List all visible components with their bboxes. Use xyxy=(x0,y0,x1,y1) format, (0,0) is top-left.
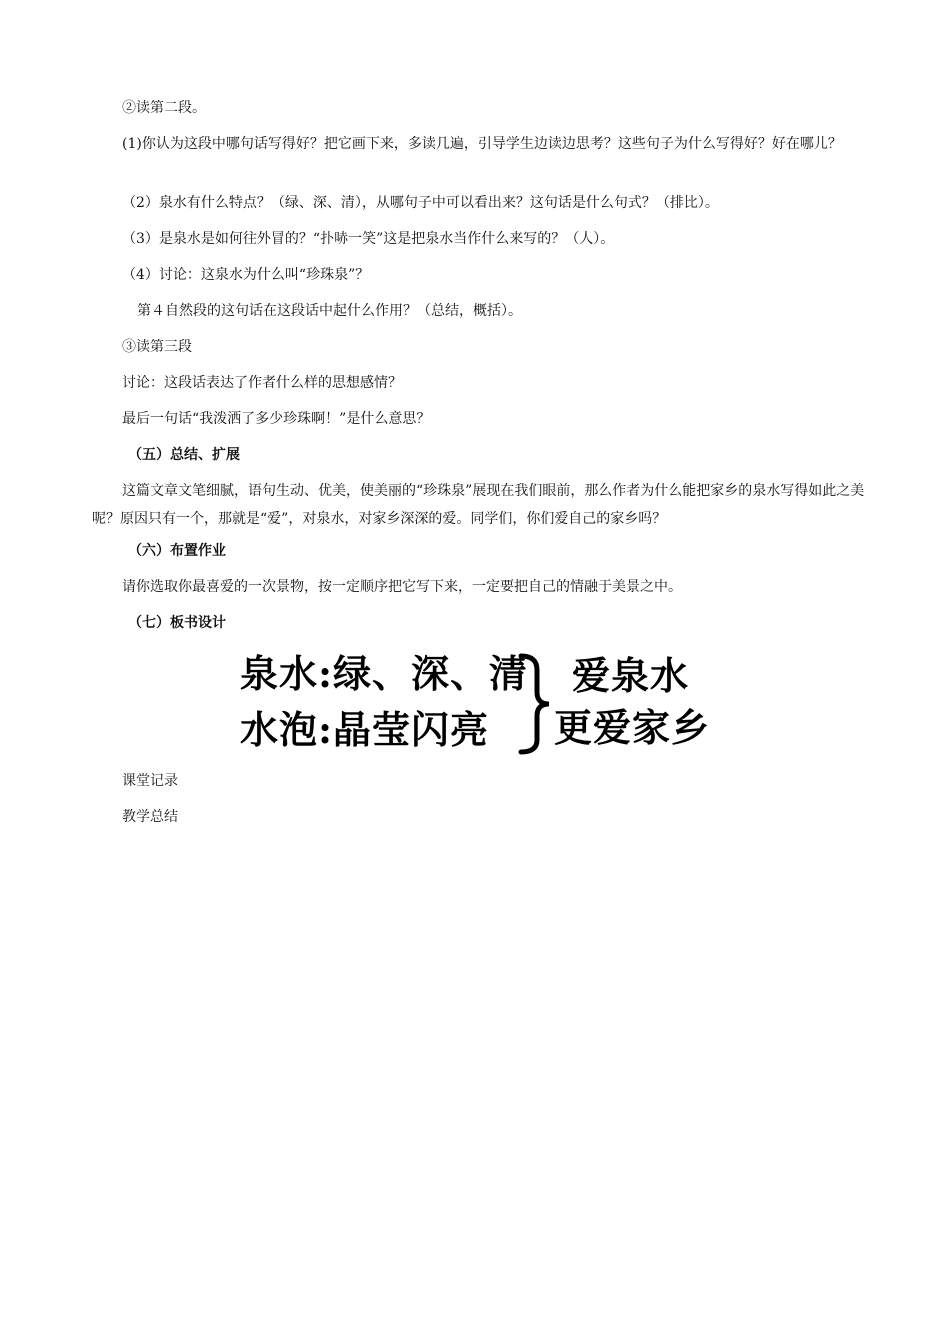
heading-board-design: （七）板书设计 xyxy=(128,615,226,631)
read-section-three: ③读第三段 xyxy=(122,339,192,355)
read-section-two: ②读第二段。 xyxy=(122,100,206,116)
curly-brace-icon xyxy=(515,652,555,756)
heading-summary-extension: （五）总结、扩展 xyxy=(128,447,240,463)
class-record: 课堂记录 xyxy=(122,773,178,789)
paragraph-4-question: 第４自然段的这句话在这段话中起什么作用？（总结，概括）。 xyxy=(137,303,522,319)
board-love-spring: 爱泉水 xyxy=(572,653,690,698)
question-1: (1)你认为这段中哪句话写得好？把它画下来，多读几遍，引导学生边读边思考？这些句子为什么写得好？好在哪儿？ xyxy=(122,136,842,152)
heading-homework: （六）布置作业 xyxy=(128,543,226,559)
summary-paragraph: 这篇文章文笔细腻，语句生动、优美，使美丽的“珍珠泉”展现在我们眼前，那么作者为什么能把家乡的泉水写得如此之美呢？原因只有一个，那就是“爱”，对泉水，对家乡深深的爱。同学们，你们爱自己的家乡吗？ xyxy=(92,483,865,527)
board-row-bubbles: 水泡:晶莹闪亮 xyxy=(240,707,490,752)
teaching-summary: 教学总结 xyxy=(122,809,178,825)
last-sentence-question: 最后一句话“我泼洒了多少珍珠啊！”是什么意思？ xyxy=(122,411,431,427)
question-3: （3）是泉水是如何往外冒的？“扑哧一笑”这是把泉水当作什么来写的？（人）。 xyxy=(122,231,615,247)
discussion-question: 讨论：这段话表达了作者什么样的思想感情？ xyxy=(122,375,402,391)
board-design xyxy=(232,650,722,758)
question-2: （2）泉水有什么特点？（绿、深、清），从哪句子中可以看出来？这句话是什么句式？（排比）。 xyxy=(122,195,719,211)
board-love-hometown: 更爱家乡 xyxy=(554,705,711,750)
board-row-spring-water: 泉水:绿、深、清 xyxy=(240,651,529,696)
homework-text: 请你选取你最喜爱的一次景物，按一定顺序把它写下来，一定要把自己的情融于美景之中。 xyxy=(122,579,682,595)
question-4: （4）讨论：这泉水为什么叫“珍珠泉”？ xyxy=(122,267,370,283)
